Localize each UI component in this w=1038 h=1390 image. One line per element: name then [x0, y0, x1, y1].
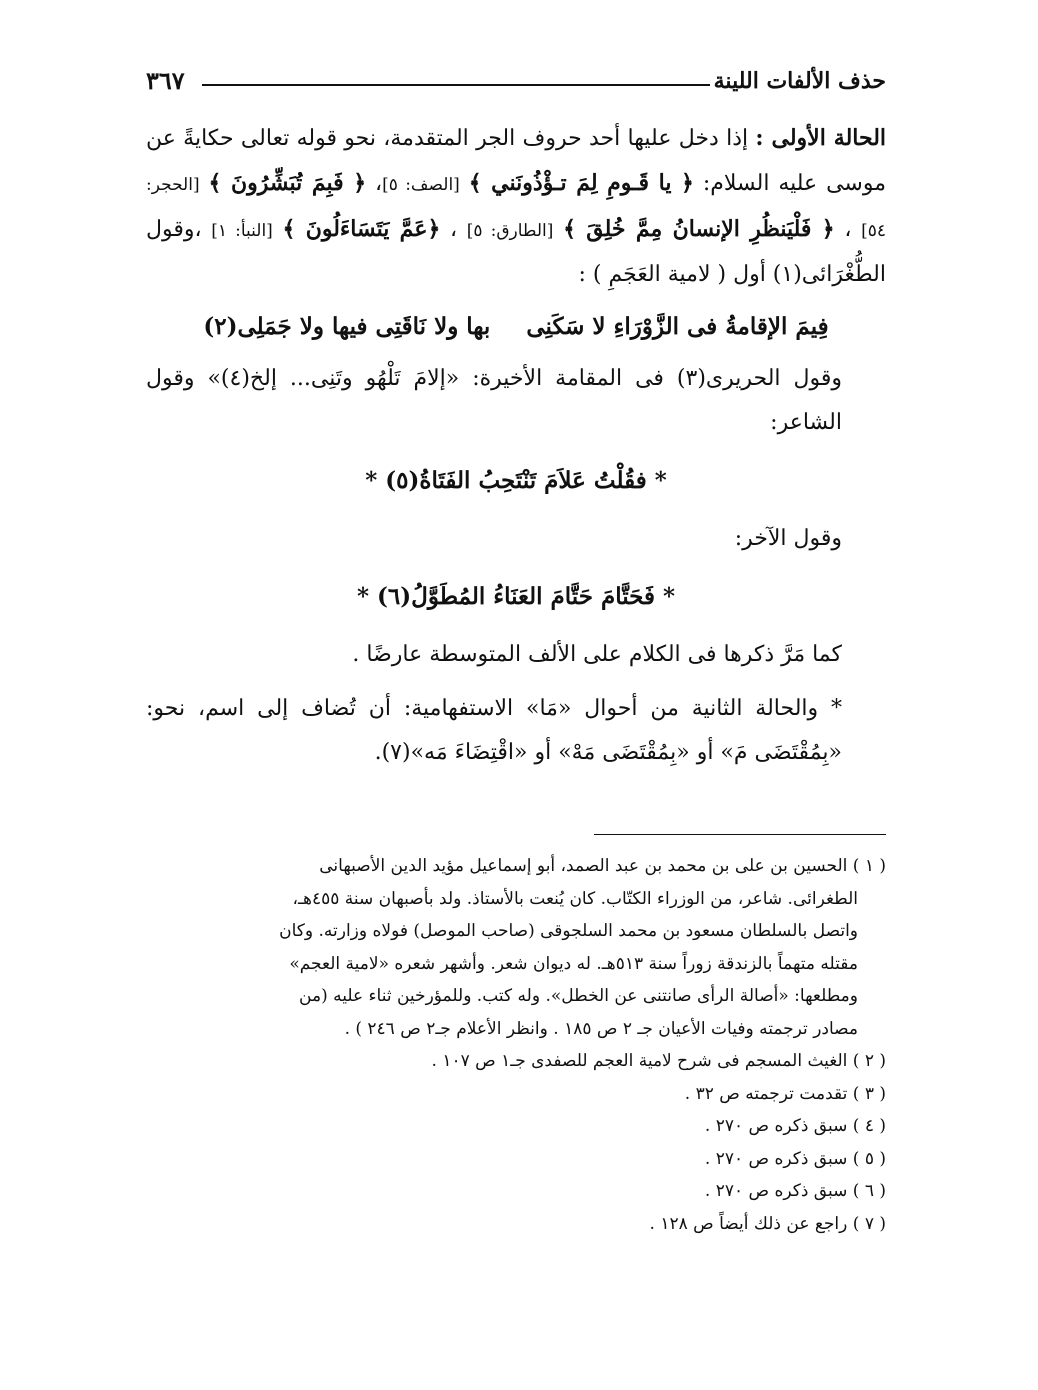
- separator: ،: [834, 217, 862, 242]
- footnote-1-cont: واتصل بالسلطان مسعود بن محمد السلجوقى (صاحب الموصل) فولاه وزارته. وكان: [279, 921, 858, 941]
- verse-hemistich-right: فِيمَ الإقامةُ فى الزَّوْرَاءِ لا سَكَنِى: [526, 313, 829, 340]
- running-title: حذف الألفات اللينة: [713, 68, 886, 94]
- footnote-1-cont: مصادر ترجمته وفيات الأعيان جـ ٢ ص ١٨٥ . وانظر الأعلام جـ٢ ص ٢٤٦ ) .: [344, 1018, 858, 1039]
- quran-verse: ﴿ فَلْيَنظُرِ الإنسانُ مِمَّ خُلِقَ ﴾: [563, 216, 835, 242]
- footnote-4: ( ٤ ) سبق ذكره ص ٢٧٠ .: [704, 1116, 886, 1136]
- footnote-1: ( ١ ) الحسين بن على بن محمد بن عبد الصمد، أبو إسماعيل مؤيد الدين الأصبهانى: [319, 856, 886, 876]
- footnotes: [146, 850, 886, 1240]
- poem-verse: [146, 305, 886, 349]
- verse-reference: [الحجر: ٥٤]: [146, 175, 886, 241]
- footnote-3: ( ٣ ) تقدمت ترجمته ص ٣٢ .: [684, 1083, 886, 1104]
- paragraph-other-poet: وقول الآخر:: [734, 526, 842, 551]
- footnote-5: ( ٥ ) سبق ذكره ص ٢٧٠ .: [704, 1148, 886, 1169]
- footnote-1-cont: مقتله متهماً بالزندقة زوراً سنة ٥١٣هـ. له ديوان شعر. وأشهر شعره «لامية العجم»: [289, 953, 858, 974]
- footnote-1-cont: الطغرائى. شاعر، من الوزراء الكتّاب. كان يُنعت بالأستاذ. ولد بأصبهان سنة ٤٥٥هـ،: [292, 888, 858, 909]
- quran-verse: ﴿عَمَّ يَتَسَاءَلُونَ ﴾: [282, 216, 441, 242]
- page-header: [146, 64, 886, 104]
- quran-verse: ﴿ فَبِمَ تُبَشِّرُونَ ﴾: [208, 170, 367, 196]
- paragraph-mention: كما مَرَّ ذكرها فى الكلام على الألف المتوسطة عارضًا .: [352, 642, 842, 667]
- footnote-divider: [594, 834, 886, 835]
- paragraph-hariri: وقول الحريرى(٣) فى المقامة الأخيرة: «إلامَ تَلْهُو وتَنِى... إلخ(٤)» وقول الشاعر:: [146, 366, 843, 435]
- section-lead: الحالة الأولى :: [755, 125, 887, 151]
- verse-reference: [الصف: ٥]: [382, 175, 460, 195]
- poem-line: * فقُلْتُ عَلاَمَ تَنْتَحِبُ الفَتَاةُ(٥) *: [365, 467, 667, 494]
- footnote-2: ( ٢ ) الغيث المسجم فى شرح لامية العجم للصفدى جـ١ ص ١٠٧ .: [431, 1051, 886, 1071]
- paragraph-second-case: * والحالة الثانية من أحوال «مَا» الاستفهامية: أن تُضاف إلى اسم، نحو: «بِمُقْتَضَى مَ» أو «بِمُقْتَضَى مَهْ» أو «اقْتِضَاءَ مَه»(٧).: [146, 696, 842, 765]
- verse-reference: [النبأ: ١]: [211, 221, 273, 241]
- paragraph-text: ،وقول الطُّغْرَائى(١) أول ( لامية العَجَمِ ) :: [146, 217, 886, 287]
- main-text: [146, 116, 886, 775]
- quran-verse: ﴿ يا قَـومِ لِمَ تـؤْذُونَني ﴾: [468, 170, 694, 196]
- verse-reference: [الطارق: ٥]: [466, 221, 554, 241]
- footnote-1-cont: ومطلعها: «أصالة الرأى صانتنى عن الخطل». وله كتب. وللمؤرخين ثناء عليه (من: [299, 986, 858, 1006]
- header-rule: [202, 84, 710, 86]
- paragraph-first-case: [146, 116, 886, 297]
- page-number: ٣٦٧: [146, 66, 185, 95]
- footnote-7: ( ٧ ) راجع عن ذلك أيضاً ص ١٢٨ .: [649, 1213, 886, 1234]
- separator: ،: [366, 171, 383, 196]
- poem-line: * فَحَتَّامَ حَتَّامَ العَنَاءُ المُطَوَّلُ(٦) *: [356, 583, 676, 610]
- verse-hemistich-left: بها ولا نَاقَتِى فيها ولا جَمَلِى(٢): [203, 313, 491, 340]
- separator: ،: [440, 217, 467, 242]
- paragraph-text: إذا دخل عليها أحد حروف الجر المتقدمة، نحو قوله تعالى حكايةً عن موسى عليه السلام:: [146, 126, 886, 196]
- footnote-6: ( ٦ ) سبق ذكره ص ٢٧٠ .: [704, 1181, 886, 1201]
